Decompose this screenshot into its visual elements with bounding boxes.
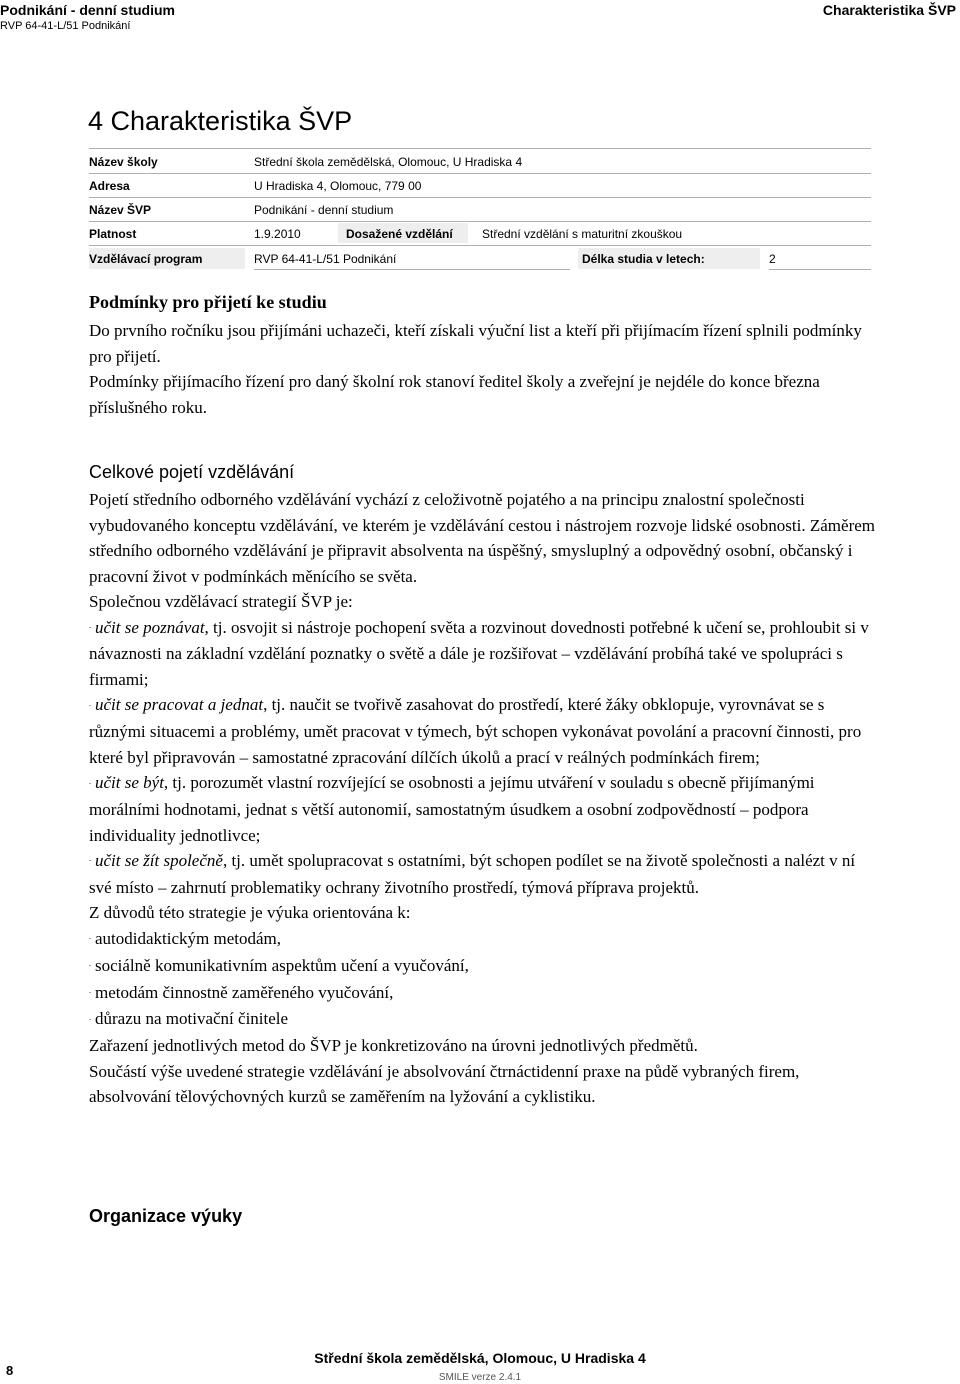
strategy-name: učit se poznávat (95, 617, 205, 637)
bullet-mark: - (89, 858, 91, 865)
validity-value: 1.9.2010 (254, 227, 301, 241)
bullet-mark: - (89, 989, 91, 996)
header-section-title: Charakteristika ŠVP (822, 2, 956, 18)
program-value: RVP 64-41-L/51 Podnikání (254, 252, 397, 266)
footer-school: Střední škola zemědělská, Olomouc, U Hradiska 4 (314, 1350, 646, 1366)
concept-paragraph: Pojetí středního odborného vzdělávání vychází z celoživotně pojatého a na principu znalostní společnosti vybudovaného konceptu vzdělávání, ve kterém je vzdělávání cestou i nástrojem rozvoje lidské osobnosti. Záměrem středního odborného vzdělávání je připravit absolventa na úspěšný, smysluplný a odpovědný osobní, občanský i pracovní život v podmínkách měnícího se světa. (89, 490, 876, 586)
organization-title: Organizace výuky (89, 1206, 243, 1226)
strategy-text: , tj. porozumět vlastní rozvíjející se osobnosti a jejímu utváření v souladu s obecně přijímanými morálními hodnotami, jednat s větší autonomií, samostatným úsudkem a osobní zodpovědností – podpora individuality jednotlivce; (89, 773, 815, 845)
method-item (89, 926, 879, 953)
strategy-text: , tj. naučit se tvořivě zasahovat do prostředí, které žáky obklopuje, vyrovnávat se s různými situacemi a problémy, umět pracovat v týmech, být schopen vykonávat povolání a pracovní činnosti, pro které byl připravován – samostatné zpracování dílčích úkolů a prací v reálných podmínkách firem; (89, 695, 862, 767)
method-item (89, 980, 879, 1007)
table-divider (769, 269, 871, 270)
concept-paragraph: Součástí výše uvedené strategie vzdělávání je absolvování čtrnáctidenní praxe na půdě vybraných firem, absolvování tělovýchovných kurzů se zaměřením na lyžování a cyklistiku. (89, 1061, 800, 1107)
concept-text (89, 487, 879, 1110)
admission-title: Podmínky pro přijetí ke studiu (89, 292, 327, 312)
admission-text (89, 318, 879, 420)
program-label: Vzdělávací program (89, 248, 245, 269)
strategy-name: učit se pracovat a jednat (95, 695, 264, 715)
method-item (89, 953, 879, 980)
strategy-text: , tj. umět spolupracovat s ostatními, být schopen podílet se na životě společnosti a nalézt v ní své místo – zahrnutí problematiky ochrany životního prostředí, týmová příprava projektů. (89, 851, 856, 897)
table-divider (254, 269, 570, 270)
header-subtitle: RVP 64-41-L/51 Podnikání (0, 20, 131, 32)
methods-intro: Z důvodů této strategie je výuka orientována k: (89, 903, 411, 923)
education-value: Střední vzdělání s maturitní zkouškou (482, 227, 683, 241)
bullet-mark: - (89, 963, 91, 970)
page-number: 8 (6, 1363, 14, 1378)
strategy-intro: Společnou vzdělávací strategií ŠVP je: (89, 592, 353, 611)
strategy-item (89, 692, 879, 770)
method-text: sociálně komunikativním aspektům učení a vyučování, (95, 955, 469, 975)
validity-label: Platnost (89, 227, 137, 241)
school-name-label: Název školy (89, 155, 158, 169)
svp-name-label: Název ŠVP (89, 203, 152, 217)
table-divider (89, 245, 871, 246)
table-divider (89, 173, 871, 174)
table-divider (89, 221, 871, 222)
duration-value: 2 (769, 252, 776, 266)
page-heading: 4 Charakteristika ŠVP (88, 106, 353, 136)
concept-title: Celkové pojetí vzdělávání (89, 462, 295, 482)
strategy-text: , tj. osvojit si nástroje pochopení světa a rozvinout dovednosti potřebné k učení se, prohloubit si v návaznosti na základní vzdělání poznatky o světě a dále je rozšiřovat – vzdělávání probíhá také ve spolupráci s firmami; (89, 617, 869, 689)
method-text: důrazu na motivační činitele (95, 1009, 289, 1029)
concept-paragraph: Zařazení jednotlivých metod do ŠVP je konkretizováno na úrovni jednotlivých předmětů. (89, 1036, 698, 1056)
table-divider (89, 197, 871, 198)
address-value: U Hradiska 4, Olomouc, 779 00 (254, 179, 422, 193)
bullet-mark: - (89, 780, 91, 787)
admission-paragraph: Podmínky přijímacího řízení pro daný školní rok stanoví ředitel školy a zveřejní je nejdéle do konce března příslušného roku. (89, 372, 820, 417)
strategy-item (89, 848, 879, 900)
bullet-mark: - (89, 624, 91, 631)
duration-label: Délka studia v letech: (578, 248, 760, 269)
footer-version: SMILE verze 2.4.1 (438, 1372, 522, 1383)
bullet-mark: - (89, 1016, 91, 1023)
bullet-mark: - (89, 702, 91, 709)
strategy-item (89, 615, 879, 693)
education-label: Dosažené vzdělání (338, 223, 468, 243)
svp-name-value: Podnikání - denní studium (254, 203, 394, 217)
method-item (89, 1006, 879, 1033)
admission-paragraph: Do prvního ročníku jsou přijímáni uchazeči, kteří získali výuční list a kteří při přijímacím řízení splnili podmínky pro přijetí. (89, 321, 862, 366)
strategy-name: učit se žít společně (95, 851, 223, 871)
table-divider (89, 148, 871, 149)
method-text: metodám činnostně zaměřeného vyučování, (95, 982, 394, 1002)
header-title: Podnikání - denní studium (0, 2, 175, 18)
strategy-item (89, 770, 879, 848)
bullet-mark: - (89, 936, 91, 943)
school-name-value: Střední škola zemědělská, Olomouc, U Hradiska 4 (254, 155, 523, 169)
strategy-name: učit se být (95, 773, 164, 793)
address-label: Adresa (89, 179, 130, 193)
method-text: autodidaktickým metodám, (95, 928, 282, 948)
